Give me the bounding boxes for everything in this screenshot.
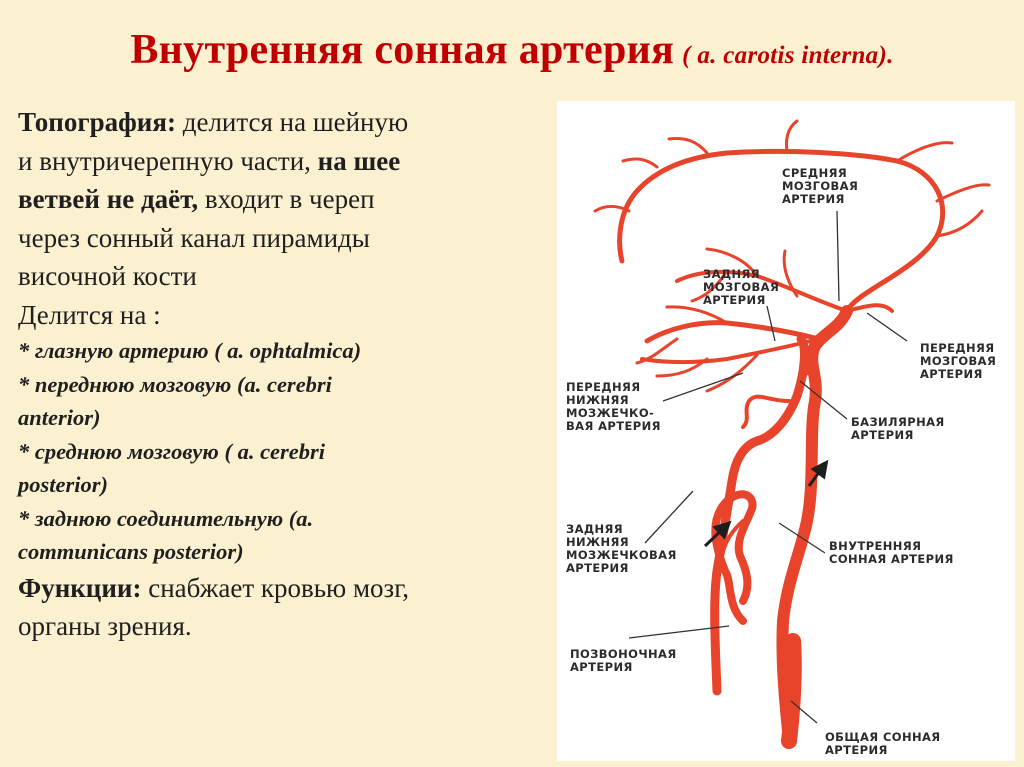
posterior-cerebral-artery bbox=[647, 323, 819, 341]
topography-text-3: входит в череп bbox=[198, 184, 375, 214]
topography-label: Топография: bbox=[18, 107, 176, 137]
label-posterior-inferior-cerebellar-artery: ЗАДНЯЯ НИЖНЯЯ МОЗЖЕЧКОВАЯ АРТЕРИЯ bbox=[566, 522, 677, 575]
topography-line-3 bbox=[18, 180, 548, 219]
branch-item: communicans posterior) bbox=[18, 539, 244, 564]
topography-line-1 bbox=[18, 103, 548, 142]
description-text bbox=[18, 103, 548, 646]
label-posterior-cerebral-artery: ЗАДНЯЯ МОЗГОВАЯ АРТЕРИЯ bbox=[703, 267, 780, 307]
label-internal-carotid-artery: ВНУТРЕННЯЯ СОННАЯ АРТЕРИЯ bbox=[829, 539, 954, 566]
functions-line-1 bbox=[18, 569, 548, 608]
label-vertebral-artery: ПОЗВОНОЧНАЯ АРТЕРИЯ bbox=[570, 647, 677, 674]
topography-text-1: делится на шейную bbox=[175, 107, 409, 137]
slide-title bbox=[0, 26, 1024, 74]
title-latin: ( a. carotis interna). bbox=[682, 42, 894, 69]
topography-line-2 bbox=[18, 142, 548, 181]
branch-item: anterior) bbox=[18, 405, 101, 430]
branch-item: * переднюю мозговую (a. cerebri bbox=[18, 371, 332, 397]
topography-line-5: височной кости bbox=[18, 261, 197, 291]
branch-item: * заднюю соединительную (a. bbox=[18, 505, 314, 531]
functions-label: Функции: bbox=[18, 572, 142, 603]
label-anterior-inferior-cerebellar-artery: ПЕРЕДНЯЯ НИЖНЯЯ МОЗЖЕЧКО- ВАЯ АРТЕРИЯ bbox=[566, 380, 661, 433]
topography-bold-2: на шее bbox=[317, 145, 401, 176]
label-common-carotid-artery: ОБЩАЯ СОННАЯ АРТЕРИЯ bbox=[825, 730, 941, 757]
topography-text-2: и внутричерепную части, bbox=[18, 145, 318, 176]
title-main: Внутренняя сонная артерия bbox=[130, 27, 675, 73]
label-middle-cerebral-artery: СРЕДНЯЯ МОЗГОВАЯ АРТЕРИЯ bbox=[782, 166, 859, 206]
label-anterior-cerebral-artery: ПЕРЕДНЯЯ МОЗГОВАЯ АРТЕРИЯ bbox=[920, 341, 997, 381]
topography-bold-3: ветвей не даёт, bbox=[18, 184, 199, 214]
label-basilar-artery: БАЗИЛЯРНАЯ АРТЕРИЯ bbox=[851, 415, 945, 442]
artery-diagram bbox=[557, 101, 1015, 761]
branch-item: * среднюю мозговую ( a. cerebri bbox=[18, 438, 326, 464]
topography-line-4: через сонный канал пирамиды bbox=[18, 222, 370, 253]
branch-item: posterior) bbox=[18, 472, 108, 497]
functions-line-2: органы зрения. bbox=[18, 611, 192, 641]
branch-item: * глазную артерию ( a. ophtalmica) bbox=[18, 338, 362, 363]
divides-on-heading: Делится на : bbox=[18, 299, 161, 330]
artery-diagram-svg bbox=[557, 101, 1015, 761]
functions-text-1: снабжает кровью мозг, bbox=[141, 572, 410, 603]
